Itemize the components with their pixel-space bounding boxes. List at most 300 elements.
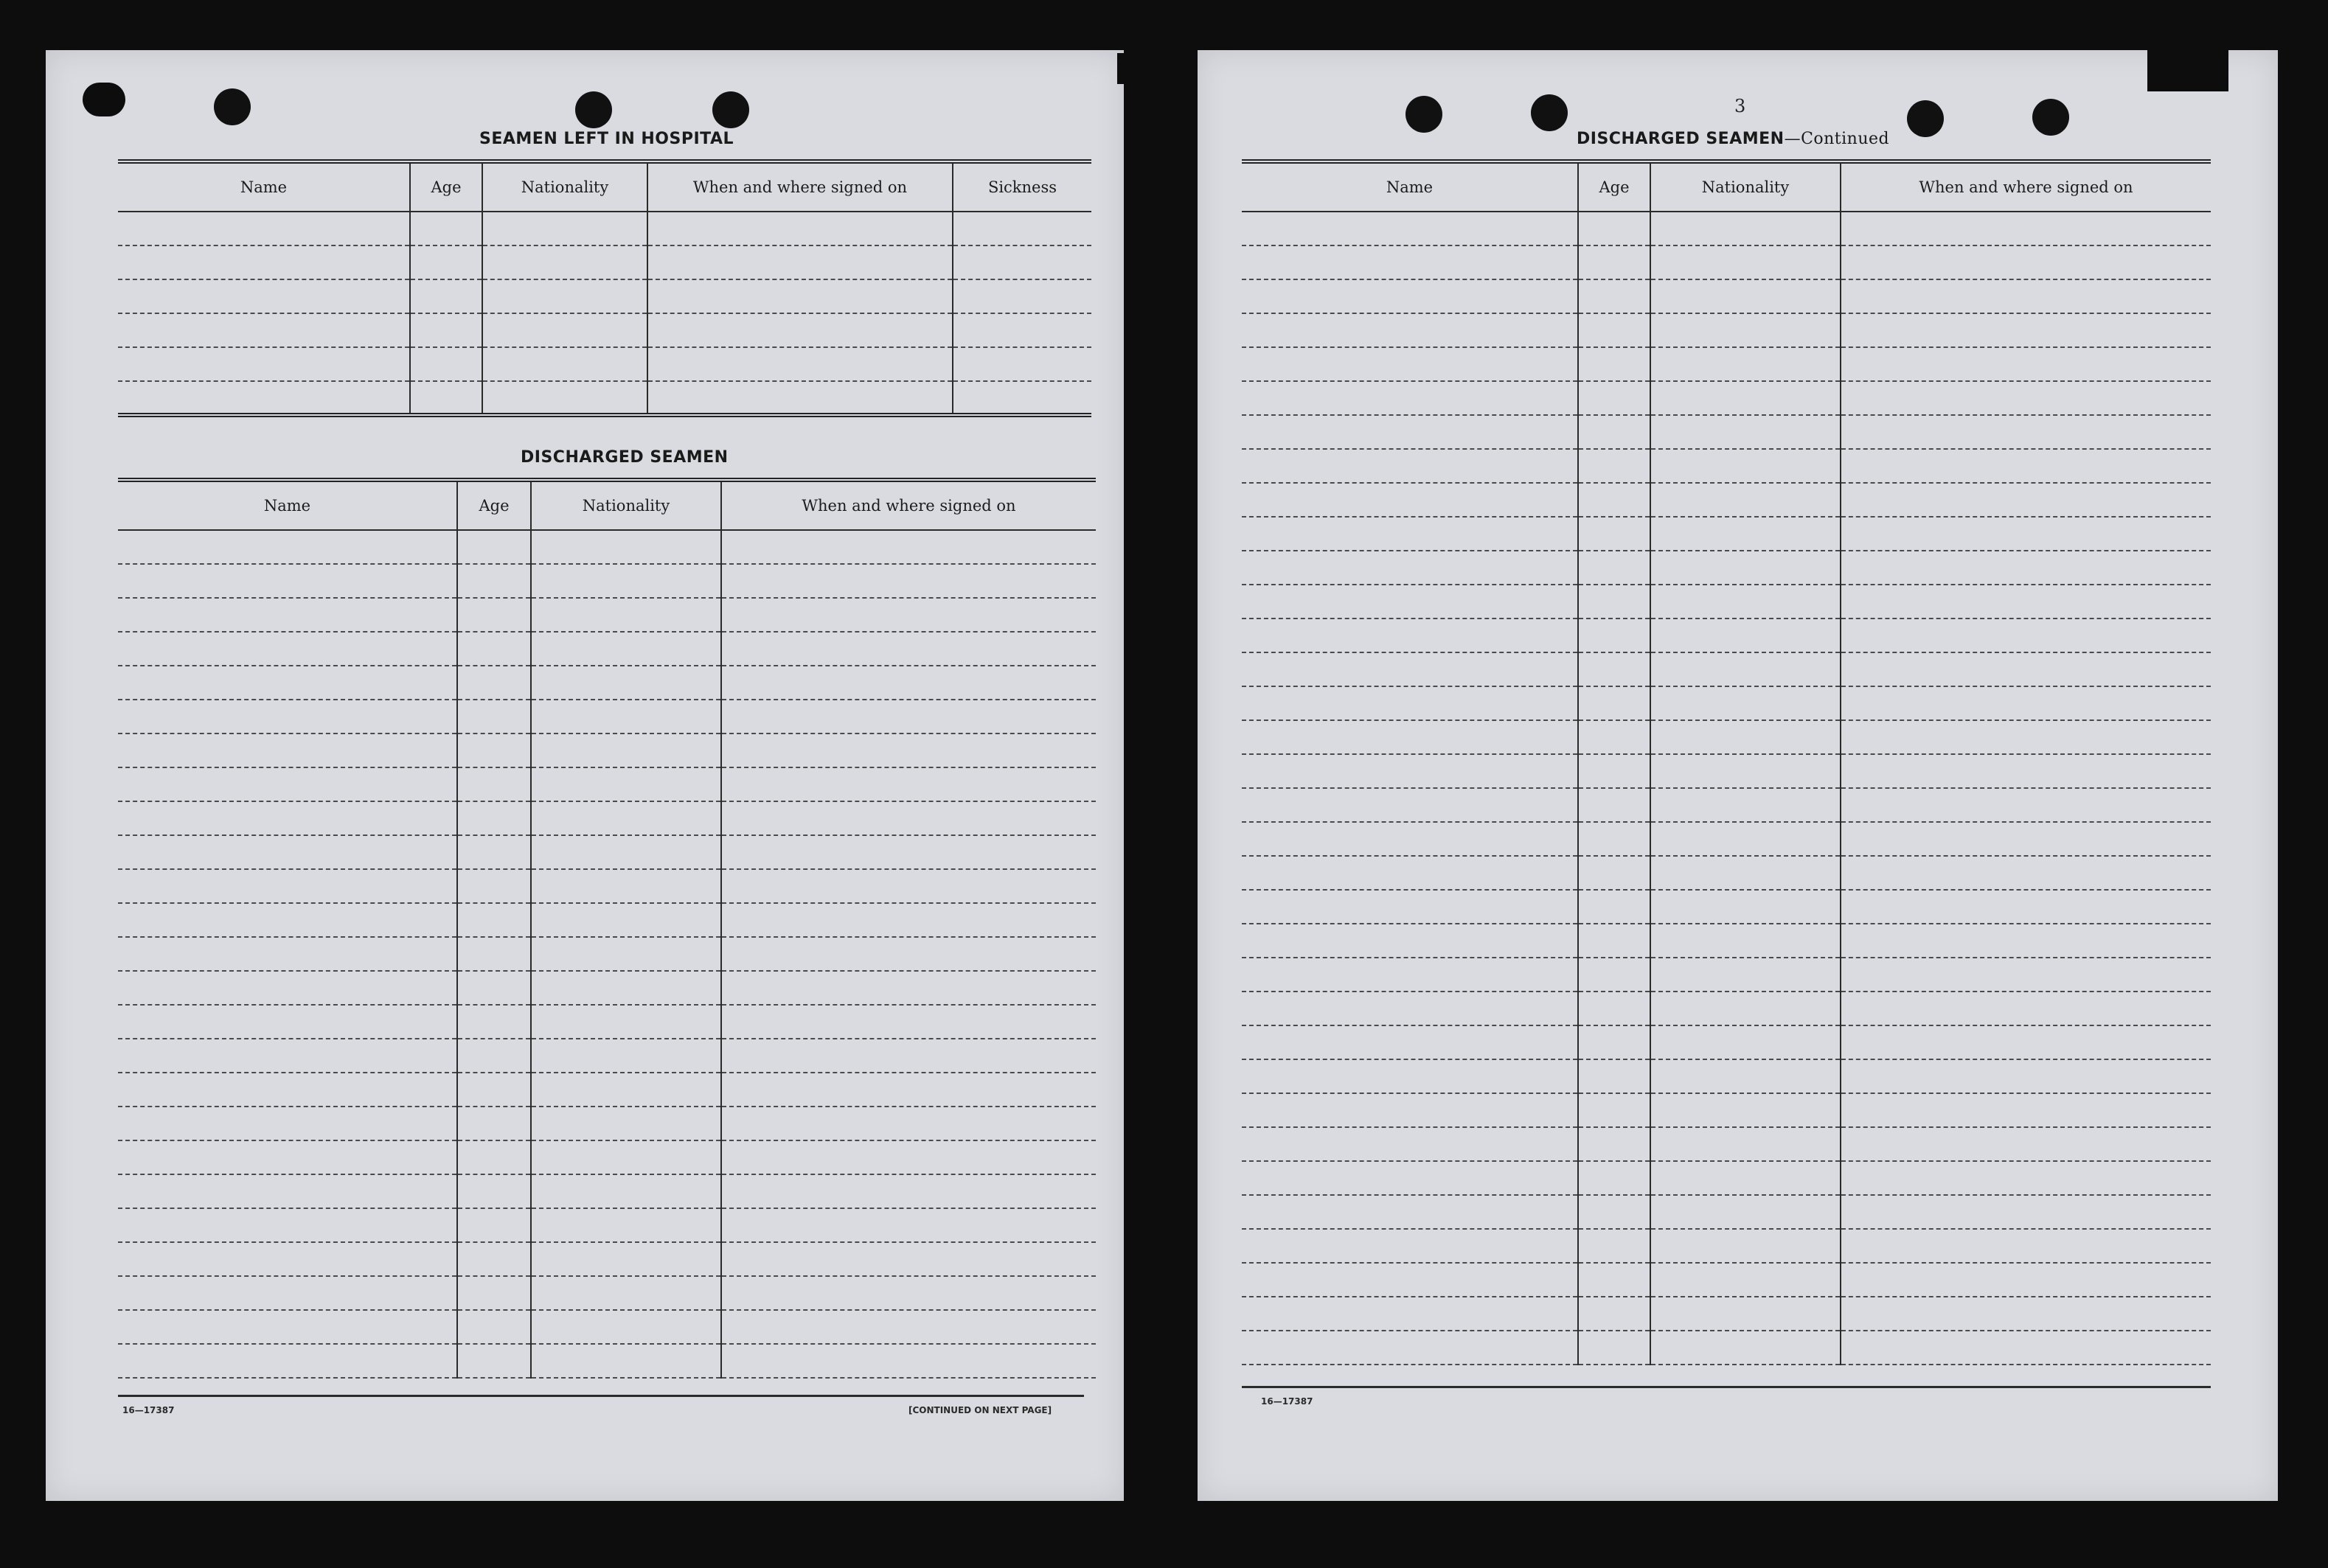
blank-cell	[118, 1242, 457, 1276]
form-row	[118, 1174, 1096, 1208]
blank-cell	[118, 212, 410, 245]
blank-cell	[1841, 313, 2211, 347]
blank-cell	[953, 245, 1091, 279]
blank-cell	[118, 1039, 457, 1073]
blank-cell	[1578, 517, 1650, 551]
form-row	[118, 598, 1096, 632]
blank-cell	[1242, 245, 1578, 279]
form-row	[118, 1005, 1096, 1039]
blank-cell	[721, 903, 1096, 937]
blank-cell	[531, 937, 721, 971]
form-row	[1242, 517, 2211, 551]
blank-cell	[1841, 619, 2211, 652]
form-row	[1242, 1025, 2211, 1059]
form-row	[1242, 754, 2211, 788]
blank-cell	[410, 347, 482, 381]
blank-cell	[457, 1107, 531, 1140]
blank-cell	[118, 1174, 457, 1208]
blank-cell	[1578, 992, 1650, 1025]
blank-cell	[647, 347, 953, 381]
discharged-table	[118, 478, 1096, 1379]
blank-cell	[1578, 1195, 1650, 1229]
blank-cell	[482, 381, 647, 415]
blank-cell	[1578, 585, 1650, 619]
punch-hole	[2032, 99, 2069, 136]
blank-cell	[1242, 517, 1578, 551]
blank-cell	[1242, 551, 1578, 585]
blank-cell	[1841, 212, 2211, 245]
blank-cell	[1578, 619, 1650, 652]
blank-cell	[953, 381, 1091, 415]
form-row	[118, 971, 1096, 1005]
blank-cell	[1578, 1263, 1650, 1297]
blank-cell	[1242, 1195, 1578, 1229]
blank-cell	[457, 1039, 531, 1073]
col-age: Age	[410, 161, 482, 212]
blank-cell	[482, 212, 647, 245]
blank-cell	[1650, 1093, 1841, 1127]
form-row	[1242, 381, 2211, 415]
blank-cell	[118, 598, 457, 632]
form-row	[118, 767, 1096, 801]
footer-rule	[118, 1395, 1084, 1397]
form-row	[118, 801, 1096, 835]
blank-cell	[1578, 415, 1650, 449]
form-row	[1242, 1161, 2211, 1195]
blank-cell	[721, 666, 1096, 700]
blank-cell	[953, 279, 1091, 313]
blank-cell	[457, 835, 531, 869]
blank-cell	[1650, 822, 1841, 856]
blank-cell	[1242, 1297, 1578, 1331]
form-row	[1242, 415, 2211, 449]
blank-cell	[1242, 279, 1578, 313]
blank-cell	[1841, 754, 2211, 788]
blank-cell	[721, 767, 1096, 801]
blank-cell	[118, 1140, 457, 1174]
form-row	[118, 212, 1091, 245]
blank-cell	[457, 1310, 531, 1344]
blank-cell	[1242, 415, 1578, 449]
blank-cell	[953, 313, 1091, 347]
col-age: Age	[1578, 161, 1650, 212]
blank-cell	[647, 279, 953, 313]
blank-cell	[531, 801, 721, 835]
blank-cell	[118, 1310, 457, 1344]
blank-cell	[118, 1208, 457, 1242]
blank-cell	[1650, 1263, 1841, 1297]
blank-cell	[647, 245, 953, 279]
blank-cell	[721, 1073, 1096, 1107]
blank-cell	[1578, 313, 1650, 347]
form-row	[1242, 585, 2211, 619]
blank-cell	[1578, 1229, 1650, 1263]
blank-cell	[457, 903, 531, 937]
blank-cell	[118, 1005, 457, 1039]
blank-cell	[1650, 619, 1841, 652]
blank-cell	[531, 1310, 721, 1344]
blank-cell	[1578, 822, 1650, 856]
blank-cell	[1841, 517, 2211, 551]
blank-cell	[1841, 279, 2211, 313]
hospital-table	[118, 159, 1091, 417]
blank-cell	[1841, 958, 2211, 992]
blank-cell	[721, 971, 1096, 1005]
blank-cell	[1650, 1195, 1841, 1229]
punch-hole	[712, 91, 749, 128]
blank-cell	[721, 1039, 1096, 1073]
blank-cell	[1841, 483, 2211, 517]
blank-cell	[1242, 212, 1578, 245]
blank-cell	[457, 1073, 531, 1107]
blank-cell	[721, 1276, 1096, 1310]
blank-cell	[1578, 212, 1650, 245]
blank-cell	[721, 734, 1096, 767]
blank-cell	[457, 1242, 531, 1276]
blank-cell	[457, 564, 531, 598]
blank-cell	[531, 598, 721, 632]
form-row	[1242, 1195, 2211, 1229]
form-row	[1242, 822, 2211, 856]
form-row	[118, 937, 1096, 971]
blank-cell	[531, 700, 721, 734]
form-row	[1242, 212, 2211, 245]
blank-cell	[1650, 788, 1841, 822]
blank-cell	[721, 801, 1096, 835]
discharged-continued-title	[1577, 130, 1889, 148]
col-signed-on: When and where signed on	[647, 161, 953, 212]
discharged-section-title: DISCHARGED SEAMEN	[521, 448, 729, 467]
blank-cell	[1578, 279, 1650, 313]
blank-cell	[118, 903, 457, 937]
blank-cell	[457, 1140, 531, 1174]
blank-cell	[721, 869, 1096, 903]
blank-cell	[953, 347, 1091, 381]
discharged-header-row	[118, 480, 1096, 530]
blank-cell	[118, 313, 410, 347]
form-row	[118, 245, 1091, 279]
blank-cell	[1841, 347, 2211, 381]
blank-cell	[1650, 449, 1841, 483]
blank-cell	[482, 245, 647, 279]
blank-cell	[1650, 245, 1841, 279]
form-row	[118, 381, 1091, 415]
form-row	[1242, 856, 2211, 890]
blank-cell	[721, 564, 1096, 598]
blank-cell	[1578, 551, 1650, 585]
blank-cell	[457, 1276, 531, 1310]
blank-cell	[531, 835, 721, 869]
blank-cell	[1578, 1093, 1650, 1127]
col-signed-on: When and where signed on	[721, 480, 1096, 530]
form-row	[1242, 449, 2211, 483]
blank-cell	[1650, 1025, 1841, 1059]
blank-cell	[1578, 856, 1650, 890]
form-row	[118, 1276, 1096, 1310]
form-row	[1242, 788, 2211, 822]
blank-cell	[1578, 347, 1650, 381]
blank-cell	[1650, 585, 1841, 619]
hospital-header-row	[118, 161, 1091, 212]
blank-cell	[1841, 1059, 2211, 1093]
form-row	[118, 1039, 1096, 1073]
blank-cell	[1578, 1331, 1650, 1365]
form-row	[1242, 551, 2211, 585]
blank-cell	[1650, 279, 1841, 313]
form-row	[118, 869, 1096, 903]
form-row	[1242, 245, 2211, 279]
form-row	[1242, 958, 2211, 992]
blank-cell	[1841, 992, 2211, 1025]
blank-cell	[1242, 1025, 1578, 1059]
blank-cell	[1841, 924, 2211, 958]
blank-cell	[1578, 1127, 1650, 1161]
blank-cell	[1578, 483, 1650, 517]
blank-cell	[1841, 415, 2211, 449]
blank-cell	[531, 903, 721, 937]
blank-cell	[1650, 1297, 1841, 1331]
form-row	[118, 700, 1096, 734]
blank-cell	[721, 835, 1096, 869]
footer-rule	[1242, 1386, 2211, 1388]
blank-cell	[457, 666, 531, 700]
blank-cell	[1650, 313, 1841, 347]
binding-tab	[2147, 49, 2228, 91]
blank-cell	[1578, 1297, 1650, 1331]
blank-cell	[721, 700, 1096, 734]
blank-cell	[1841, 551, 2211, 585]
blank-cell	[1578, 1059, 1650, 1093]
form-row	[118, 1073, 1096, 1107]
blank-cell	[1650, 958, 1841, 992]
continued-suffix: —Continued	[1784, 130, 1890, 148]
blank-cell	[1841, 1297, 2211, 1331]
blank-cell	[1242, 1059, 1578, 1093]
blank-cell	[721, 937, 1096, 971]
blank-cell	[721, 530, 1096, 564]
form-row	[1242, 1263, 2211, 1297]
blank-cell	[1650, 890, 1841, 924]
continued-note: [CONTINUED ON NEXT PAGE]	[908, 1405, 1052, 1415]
blank-cell	[531, 734, 721, 767]
blank-cell	[482, 313, 647, 347]
blank-cell	[118, 564, 457, 598]
blank-cell	[457, 971, 531, 1005]
blank-cell	[118, 666, 457, 700]
form-row	[118, 1344, 1096, 1378]
blank-cell	[1242, 313, 1578, 347]
blank-cell	[1650, 1127, 1841, 1161]
blank-cell	[1242, 1263, 1578, 1297]
blank-cell	[1841, 822, 2211, 856]
blank-cell	[410, 381, 482, 415]
blank-cell	[1841, 720, 2211, 754]
form-row	[118, 564, 1096, 598]
blank-cell	[118, 767, 457, 801]
blank-cell	[1650, 415, 1841, 449]
punch-hole	[1406, 96, 1442, 133]
discharged-continued-label: DISCHARGED SEAMEN	[1577, 130, 1785, 148]
blank-cell	[1841, 245, 2211, 279]
blank-cell	[1841, 1229, 2211, 1263]
form-row	[1242, 890, 2211, 924]
form-row	[118, 313, 1091, 347]
blank-cell	[1242, 1093, 1578, 1127]
blank-cell	[1578, 924, 1650, 958]
blank-cell	[721, 632, 1096, 666]
form-row	[1242, 1297, 2211, 1331]
blank-cell	[1242, 449, 1578, 483]
form-row	[1242, 720, 2211, 754]
form-row	[118, 903, 1096, 937]
blank-cell	[1650, 483, 1841, 517]
blank-cell	[1242, 924, 1578, 958]
blank-cell	[721, 1005, 1096, 1039]
blank-cell	[1841, 1025, 2211, 1059]
blank-cell	[1841, 788, 2211, 822]
blank-cell	[1650, 992, 1841, 1025]
blank-cell	[1242, 788, 1578, 822]
blank-cell	[457, 1174, 531, 1208]
col-name: Name	[118, 480, 457, 530]
blank-cell	[118, 530, 457, 564]
punch-hole	[214, 88, 251, 125]
blank-cell	[721, 1107, 1096, 1140]
form-row	[1242, 992, 2211, 1025]
blank-cell	[1578, 1161, 1650, 1195]
form-row	[1242, 1229, 2211, 1263]
blank-cell	[531, 666, 721, 700]
blank-cell	[531, 869, 721, 903]
form-row	[1242, 313, 2211, 347]
form-row	[118, 279, 1091, 313]
blank-cell	[531, 971, 721, 1005]
col-nationality: Nationality	[531, 480, 721, 530]
blank-cell	[457, 700, 531, 734]
blank-cell	[118, 1344, 457, 1378]
blank-cell	[118, 1276, 457, 1310]
blank-cell	[721, 1208, 1096, 1242]
blank-cell	[1578, 686, 1650, 720]
blank-cell	[1650, 720, 1841, 754]
form-row	[118, 632, 1096, 666]
blank-cell	[1650, 347, 1841, 381]
blank-cell	[1242, 1161, 1578, 1195]
form-row	[1242, 347, 2211, 381]
col-nationality: Nationality	[482, 161, 647, 212]
blank-cell	[118, 632, 457, 666]
form-row	[1242, 1331, 2211, 1365]
blank-cell	[457, 1005, 531, 1039]
form-row	[118, 1107, 1096, 1140]
blank-cell	[410, 279, 482, 313]
form-row	[118, 835, 1096, 869]
form-row	[1242, 483, 2211, 517]
blank-cell	[531, 1208, 721, 1242]
blank-cell	[1578, 890, 1650, 924]
blank-cell	[1841, 652, 2211, 686]
blank-cell	[531, 1174, 721, 1208]
blank-cell	[1650, 1059, 1841, 1093]
blank-cell	[531, 1039, 721, 1073]
col-sickness: Sickness	[953, 161, 1091, 212]
blank-cell	[721, 1140, 1096, 1174]
blank-cell	[1242, 958, 1578, 992]
form-row	[118, 530, 1096, 564]
form-row	[118, 1310, 1096, 1344]
form-row	[1242, 924, 2211, 958]
blank-cell	[1578, 449, 1650, 483]
form-row	[118, 666, 1096, 700]
blank-cell	[531, 564, 721, 598]
col-nationality: Nationality	[1650, 161, 1841, 212]
blank-cell	[457, 801, 531, 835]
page-gutter	[1124, 50, 1198, 1501]
blank-cell	[1578, 720, 1650, 754]
blank-cell	[1841, 1127, 2211, 1161]
blank-cell	[457, 1344, 531, 1378]
blank-cell	[1650, 652, 1841, 686]
punch-hole	[1531, 94, 1568, 131]
blank-cell	[531, 1107, 721, 1140]
blank-cell	[118, 835, 457, 869]
blank-cell	[721, 1242, 1096, 1276]
blank-cell	[1578, 245, 1650, 279]
blank-cell	[1242, 652, 1578, 686]
blank-cell	[1242, 347, 1578, 381]
blank-cell	[1242, 619, 1578, 652]
form-row	[118, 734, 1096, 767]
blank-cell	[1242, 381, 1578, 415]
blank-cell	[721, 598, 1096, 632]
col-age: Age	[457, 480, 531, 530]
blank-cell	[118, 937, 457, 971]
blank-cell	[457, 598, 531, 632]
blank-cell	[118, 971, 457, 1005]
blank-cell	[1841, 449, 2211, 483]
blank-cell	[1242, 754, 1578, 788]
blank-cell	[1242, 686, 1578, 720]
blank-cell	[1841, 585, 2211, 619]
blank-cell	[1242, 1229, 1578, 1263]
binding-tab	[1117, 53, 1191, 84]
blank-cell	[118, 1107, 457, 1140]
torn-corner	[83, 83, 125, 116]
form-row	[118, 1208, 1096, 1242]
blank-cell	[531, 530, 721, 564]
page-number: 3	[1734, 96, 1746, 116]
blank-cell	[457, 937, 531, 971]
blank-cell	[1650, 754, 1841, 788]
col-name: Name	[118, 161, 410, 212]
blank-cell	[482, 279, 647, 313]
blank-cell	[118, 347, 410, 381]
blank-cell	[1242, 1331, 1578, 1365]
blank-cell	[457, 1208, 531, 1242]
blank-cell	[1242, 822, 1578, 856]
blank-cell	[1242, 856, 1578, 890]
blank-cell	[1650, 551, 1841, 585]
blank-cell	[531, 1005, 721, 1039]
form-row	[1242, 619, 2211, 652]
blank-cell	[410, 212, 482, 245]
blank-cell	[1650, 686, 1841, 720]
blank-cell	[531, 1140, 721, 1174]
form-row	[118, 1140, 1096, 1174]
blank-cell	[1578, 381, 1650, 415]
punch-hole	[1907, 100, 1944, 137]
blank-cell	[1841, 856, 2211, 890]
